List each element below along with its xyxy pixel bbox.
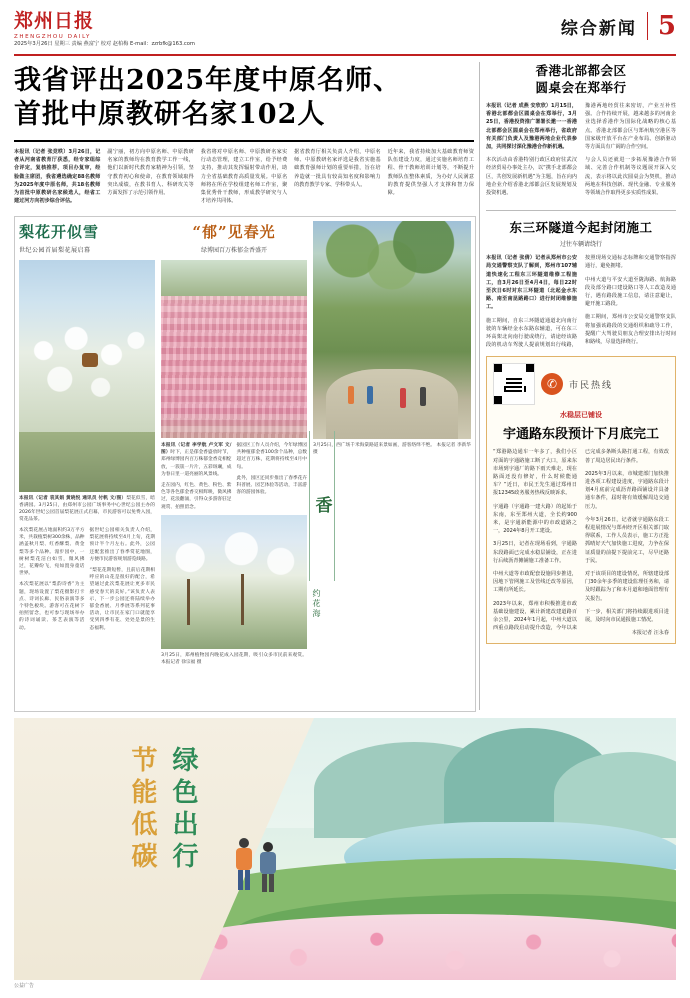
pedestrian-figure-2 [260,842,276,892]
hotline-paragraph: 下一步，相关部门将持续跟进项目进展，及时向市民通报施工情况。 [585,608,669,624]
feature-paragraph: 本次梨花展以“梨韵诗香”为主题，现场设置了梨花摄影打卡点、诗词长廊、民俗表演等多个特色板块。游客可在花树下拍照留念，也可参与现场举办的诗词诵读、茶艺表演等活动。 [19,582,85,631]
headline-rule [14,140,474,142]
lead-paragraph: 近年来，我省持续加大基础教育师资队伍建设力度，通过实施名师培育工程、骨干教师培训计划等，不断提升教师队伍整体素质，为办好人民满意的教育提供坚强人才支撑和智力保障。 [387,149,474,197]
hotline-body [493,448,669,637]
story2-paragraph: 中州大道与平安大道至陇海路、航海路段及部分路口建设路口等人工改造及通行，遇有路段施工信息，请注意避让，避开施工路段。 [585,276,676,308]
feature-right [313,221,471,707]
story1-body [486,102,676,202]
feature-left-subtitle: 世纪公园首届梨花展启幕 [19,247,91,254]
caption-lead: 本报讯（记者 李学航 卢文军 文/图） [161,443,232,456]
newspaper-logo [14,10,134,40]
feature-mid-body [161,442,307,511]
tulip-field-photo [161,260,307,438]
headline-line-1: 我省评出2025年度中原名师、 [14,65,402,96]
ad-label: 公益广告 [14,983,35,989]
hotline-paragraph: 2023年以来，郑州市积极推进市政基础设施建设，累计新建改建道路百余公里，2024年1月起，中州大道以西重点路段启动提升改造，今年以来已完成多条断头路打通工程，有效改善了周边居民出行条件。 [493,449,669,632]
hotline-paragraph: 宇通路（宇通路一建大路）的起始于东南，东至郑州大道，全长约900米，是宇通新能源中的市政道路之一，2024年8月开工建设。 [493,503,577,535]
feature-left-caption [19,495,155,523]
pedestrian-figure-1 [236,838,252,890]
feature-caption [161,442,232,478]
feature-paragraph: 此外，园区还同步推出了春季花卉科普展、园艺体验等活动，丰富游客的游园体验。 [236,475,307,496]
feature-left-body [19,527,155,636]
story1-paragraph: 本报讯（记者 成燕 安欣欣）1月15日，香港北部都会区圆桌会在郑举行，3月25日，香港投资推广署署长邀一一香港北部都会区圆桌会在郑州举行，省政府有关部门负责人及豫港两地企业代表参加，共同探讨深化豫港合作新机遇。 [486,103,577,151]
hotline-byline: 本报记者 汪永春 [631,630,669,637]
spring-feature-block [14,216,476,712]
pear-blossom-photo [19,260,155,492]
left-column [14,62,474,205]
feature-paragraph: 据世纪公园相关负责人介绍，梨花展将持续至4月上旬，花期预计半个月左右。此外，公园还配套推出了春季赏花地图，方便市民游客规划游览线路。 [89,528,155,562]
story1-paragraph: 豫港两地经贸往来密切，产业互补性强。合作持续开展，越来越多的河南企业选择香港作为国际化战略的核心基点。香港北部都会区与郑州航空港区等国家级开放平台在产业布局、创新驱动等方面具有广阔的合作空间。 [585,103,676,151]
section-title: 综合新闻 [560,18,637,39]
divider [486,210,676,211]
hotline-paragraph: “郑港路边通车一年多了，我们小区对面的宇通路施工断了大口，原来东市场到宇通厂的路下雨天难走，现在路面还没有修好，什么时候能通车？”近日，市民王先生通过郑州日报12345政务服务热线反映诉求。 [493,449,577,497]
story1-paragraph: 本次活动由香港特别行政区政府驻武汉经济贸易办事处主办，以“携手北部都会区，共创发展新机遇”为主题，旨在向内地企业介绍香港北部都会区发展规划及投资机遇。 [486,157,577,197]
masthead [14,10,676,56]
qr-code-icon[interactable] [493,363,535,405]
vertical-title-box [309,431,335,581]
masthead-right [561,12,676,40]
feature-mid-title: “郁”见春光 [192,223,276,241]
story2-paragraph: 施工期间，郑州市公安局交通警察支队将加强该路段的交通组织和疏导工作，提醒广大驾驶员朋友合理安排出行时间和路线，尽量选择绕行。 [585,314,676,346]
story1-title-line-2: 圆桌会在郑举行 [535,80,627,95]
lead-story-body [14,148,474,205]
feature-right-caption: 3月25日，西广场千米海棠路道来景如画，游客络绎不绝。 本报记者 李新华 摄 [313,443,471,455]
public-service-ad [14,718,676,980]
story2-body [486,254,676,350]
story1-paragraph: 与会人员还就进一步拓展豫港合作领域、完善合作机制等议题展开深入交流，表示将以此次圆桌会为契机，推动两地在科技创新、现代金融、专业服务等领域合作取得更多实质性成果。 [585,157,676,197]
lead-headline [14,62,474,138]
hotline-badge-label: 市民热线 [569,380,614,391]
phone-icon: ✆ [541,373,563,395]
feature-mid-subtitle: 绿博园百万株郁金香盛开 [200,247,267,254]
caption-text: 时下，正是郁金香盛放时节，郑州绿博园内百万株郁金香竞相绽放，一簇簇一片片，五彩斑斓，成为春日里一道亮丽的风景线。 [161,450,232,477]
caption-lead: 本报讯（记者 袁其娟 黄晓悦 通讯员 付帆 文/图） [19,496,127,501]
column-divider [479,62,480,710]
flower-path-crowd-photo [313,221,471,439]
story2-paragraph: 本报讯（记者 张倩）记者从郑州市公安局交通警察支队了解到，郑州市107辅道快速化工程东三环隧道维修工程施工，自3月26日至4月4日，每日22时至次日6时对东三环隧道（北起金水东路、南至南昆路路口）进行封闭维修施工。 [486,255,577,311]
story1-title-line-1: 香港北部都会区 [535,63,627,78]
ad-slogan-left: 节能低碳 [127,746,157,874]
logo-english-title: ZHENGZHOU DAILY [14,34,91,40]
vertical-subtitle: 约花海 [312,589,321,619]
logo-chinese-title: 郑州日报 [14,10,95,32]
hotline-kicker: 水稳层已铺设 [560,411,602,420]
right-column [486,62,676,644]
hotline-paragraph: 今年3月26日，记者就宇通路东段工程进展情况与郑州经开区相关部门取得联系，工作人员表示，施工方正抢抓晴好天气加快施工进度，力争在保证质量的前提下提前完工，尽早还路于民。 [585,516,669,564]
page-number: 5 [647,12,676,40]
caption-text: 梨花似雪，暗香满园。3月25日，由郑州市公园广场事务中心世纪公园主办的2026年世纪公园首届梨花展正式启幕，市民游客可以免费入园，赏花品茶。 [19,496,155,522]
feature-mid [161,221,307,707]
feature-paragraph: “梨花花期短暂，且前后花期相呼应的山花是很好的配合，希望通过此次梨花展让更多市民感受春天的美好。”该负责人表示，下一步公园还将陆续举办郁金香展、月季展等系列花事活动，让市民在家门口就能享受到四季有花、处处是景的生态福利。 [89,568,155,631]
ad-slogan [124,746,202,874]
lead-paragraph: 副宁丽，初方向中原名师、中原教研名家的教师均在教育教学工作一线，他们以新时代教育家精神为引领，坚守教育初心和使命，在教育领域取得突出成绩，在教书育人、科研攻关等方面发挥了示范引领作用。 [107,149,194,197]
story-hongkong [486,62,676,202]
story2-title: 东三环隧道今起封闭施工 [509,220,653,236]
hotline-paragraph: 中州大道等市政配套设施同步推进，因地下管网施工及管线迁改等原因，工期有所延长。 [493,571,577,594]
hotline-paragraph: 3月25日，记者在现场看到，宇通路东段路面已完成水稳层铺设，正在进行后续沥青摊铺施工准备工作。 [493,541,577,564]
story1-title [486,62,676,96]
feature-paragraph: 据园区工作人员介绍，今年绿博园共种植郁金香100余个品种，总数超过百万株，花期将持续至4月中旬。 [236,443,307,470]
feature-paragraph: 走在园内，红色、黄色、粉色、紫色等各色郁金香交相辉映，微风拂过，花浪翻涌，引得众多游客驻足观赏、拍照留念。 [161,483,232,510]
ad-slogan-right: 绿色出行 [168,746,198,874]
masthead-metadata: 2025年3月26日 星期三 责编 燕富宁 校对 赵柏梅 E-mail：zzrbfk@163.com [14,41,195,47]
lead-paragraph: 本报讯（记者 张竞昳）3月26日，记者从河南省教育厅获悉，经专家组综合评定，复核推荐，项目办复审，经验做主席团，我省遴选确定88名教师为2025年度中原名师，共18名教师为首批中原教研名家候选人，经省工建过河方向初步综合评估。 [14,149,101,205]
hotline-header [493,363,669,405]
lead-paragraph: 我省将对中原名师、中原教研名家实行动态管理，建立工作室，给予经费支持，推动其发挥辐射带动作用，助力全省基础教育高质量发展。中原名师将在所在学校组建名师工作室，聚集优秀骨干教师，形成教学研究与人才培养共同体。 [200,149,288,205]
feature-paragraph: 本次梨花展占地面积约3万平方米，共栽植梨树300余株，品种涵盖秋月梨、红香酥梨、黄金梨等多个品种。漫步园中，一树树梨花洁白如雪，微风拂过，花瓣纷飞，宛如置身童话世界。 [19,528,85,577]
citizen-hotline-box [486,356,676,644]
hotline-title: 宇通路东段预计下月底完工 [502,427,659,443]
hotline-paragraph: 对于该项目的建设情况，所辖建设部门30余年多季的建设监理任务和，请及时跟踪为了和本月道和地面管理有关报告。 [585,571,669,602]
feature-left-title: 梨花开似雪 [19,223,100,241]
story-tunnel [486,219,676,350]
feature-left [19,221,155,707]
blossom-trees-photo [161,515,307,649]
lead-paragraph: 据省教育厅相关负责人介绍，中原名师、中原教研名家评选是我省实施基础教育强师计划的重要举措，旨在培养造就一批具有较高知名度和影响力的教育教学专家、学科带头人。 [294,149,381,188]
headline-line-2: 首批中原教研名家102人 [14,99,326,130]
feature-mid-photo2-caption: 3月25日，郑州植物园内晚花成入园花期，吸引众多市民前来观赏。 本报记者 徐宗福 摄 [161,652,307,665]
hotline-paragraph: 2025年3月以来，市城建部门加快推进各项工程建设进度，宇通路东段计划4月底前完成沥青路面铺设并具备通车条件，届时将有效缓解周边交通压力。 [585,470,669,510]
vertical-title-char: 香 [311,495,332,517]
story2-paragraph: 施工期间，自东三环隧道通道北向南行驶的车辆经金水东路东辅道，可在东三环高架北向南行驶或绕行，请途经该路段的机动车驾驶人提前规划出行线路，按照现场交通标志标牌和交通警察指挥通行，避免拥堵。 [486,255,676,349]
story2-subtitle: 过往车辆请绕行 [559,241,602,249]
